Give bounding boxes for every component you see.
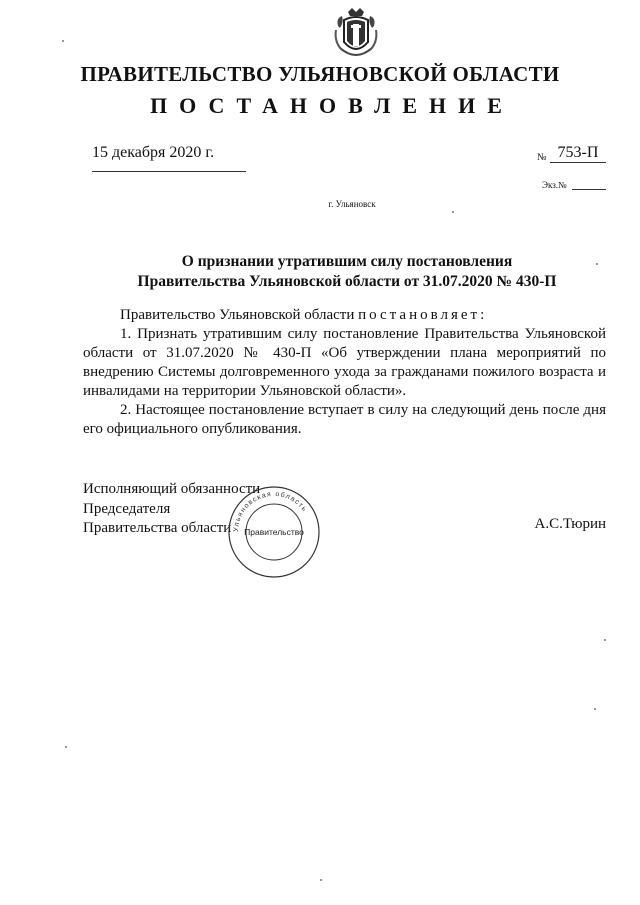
copy-number-line — [572, 189, 606, 190]
date-underline — [92, 171, 246, 172]
scan-speck — [65, 746, 67, 748]
document-body — [83, 306, 606, 439]
official-stamp — [226, 484, 322, 580]
item-2: 2. Настоящее постановление вступает в силу на следующий день после дня его официального опубликования. — [83, 402, 606, 437]
scan-speck — [594, 708, 596, 710]
preamble-spaced: постановляет — [358, 307, 481, 323]
scan-speck — [596, 263, 598, 265]
document-date: 15 декабря 2020 г. — [92, 144, 215, 161]
stamp-ring-text: Ульяновская область — [232, 490, 309, 533]
signer-line-2: Председателя — [83, 500, 171, 517]
signer-line-3: Правительства области — [83, 520, 232, 536]
title-line-1: О признании утратившим силу постановления — [181, 253, 513, 270]
preamble-end: : — [480, 307, 485, 323]
number-label: № — [537, 152, 547, 163]
copy-number-label: Экз.№ — [542, 180, 567, 190]
organization-heading: ПРАВИТЕЛЬСТВО УЛЬЯНОВСКОЙ ОБЛАСТИ — [80, 62, 560, 86]
svg-text:Ульяновская область — [233, 491, 308, 533]
scan-speck — [62, 40, 64, 42]
document-number: 753-П — [550, 144, 606, 163]
item-1: 1. Признать утратившим силу постановление Правительства Ульяновской области от 31.07.2020 № 430-П «Об утверждении плана мероприятий по внедрению Системы долговременного ухода за гражданами пожилого возраста и инвалидами на территории Ульяновской области». — [83, 326, 606, 399]
city: г. Ульяновск — [328, 199, 376, 209]
coat-of-arms-icon — [330, 8, 382, 62]
scan-speck — [604, 639, 606, 641]
stamp-center-text: Правительство — [244, 527, 304, 537]
scan-speck — [320, 879, 322, 881]
document-title — [0, 252, 640, 292]
document-type-heading: ПОСТАНОВЛЕНИЕ — [150, 93, 514, 118]
signer-line-1: Исполняющий обязанности — [83, 481, 261, 497]
title-line-2: Правительства Ульяновской области от 31.07.2020 № 430-П — [137, 273, 557, 290]
scan-speck — [452, 211, 454, 213]
preamble — [83, 306, 606, 325]
preamble-start: Правительство Ульяновской области — [120, 307, 359, 323]
signer-name: А.С.Тюрин — [534, 516, 606, 532]
